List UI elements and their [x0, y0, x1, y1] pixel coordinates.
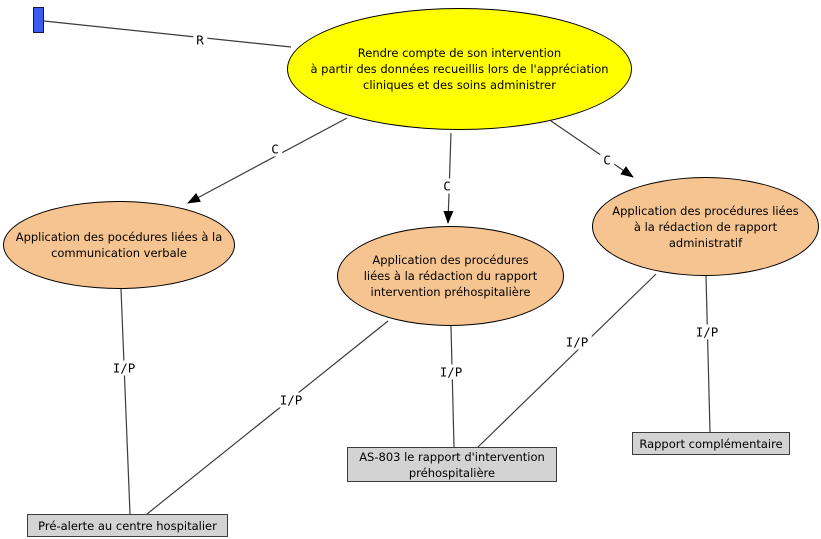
edge-label-ip-diagonal-left: I/P — [277, 393, 306, 408]
resource-rapport-complementaire-box[interactable] — [632, 432, 790, 455]
edge-ip-diagonal-left-line — [147, 321, 388, 514]
edge-ip-middle-line — [451, 326, 454, 447]
resource-rapport-complementaire-text: Rapport complémentaire — [639, 436, 783, 451]
edge-label-ip-diagonal-right: I/P — [563, 335, 592, 350]
edge-label-c-middle: C — [440, 179, 454, 194]
edge-ip-left-line — [121, 289, 130, 514]
resource-pre-alerte-text: Pré-alerte au centre hospitalier — [38, 518, 217, 533]
edge-c-left-arrow — [188, 118, 347, 203]
concept-communication-verbale-ellipse[interactable] — [3, 201, 235, 289]
edge-label-ip-left: I/P — [110, 361, 139, 376]
edge-label-ip-right: I/P — [693, 325, 722, 340]
edge-label-c-left: C — [268, 142, 282, 157]
edge-label-ip-middle: I/P — [437, 365, 466, 380]
edge-c-right-arrow — [551, 121, 633, 177]
edge-ip-right-line — [706, 276, 710, 432]
resource-pre-alerte-box[interactable] — [27, 514, 228, 537]
blue-legend-marker[interactable] — [33, 7, 44, 33]
concept-rapport-administratif-ellipse[interactable] — [592, 177, 819, 276]
concept-communication-verbale-text: Application des pocédures liées à la communication verbale — [15, 230, 223, 260]
concept-root-text: Rendre compte de son intervention à partir des données recueillis lors de l'appréciation cliniques et des soins administrer — [310, 46, 609, 92]
resource-as803-box[interactable] — [347, 447, 557, 482]
edge-r-line — [44, 21, 291, 47]
concept-rapport-intervention-text: Application des procédures liées à la rédaction du rapport intervention préhospitalière — [363, 253, 538, 299]
edge-label-r: R — [193, 33, 207, 48]
concept-rapport-administratif-text: Application des procédures liées à la rédaction de rapport administratif — [612, 203, 799, 250]
resource-as803-text: AS-803 le rapport d'intervention préhospitalière — [359, 449, 545, 480]
edge-label-c-right: C — [600, 153, 614, 168]
concept-root-ellipse[interactable] — [287, 8, 632, 130]
concept-rapport-intervention-ellipse[interactable] — [337, 226, 564, 326]
